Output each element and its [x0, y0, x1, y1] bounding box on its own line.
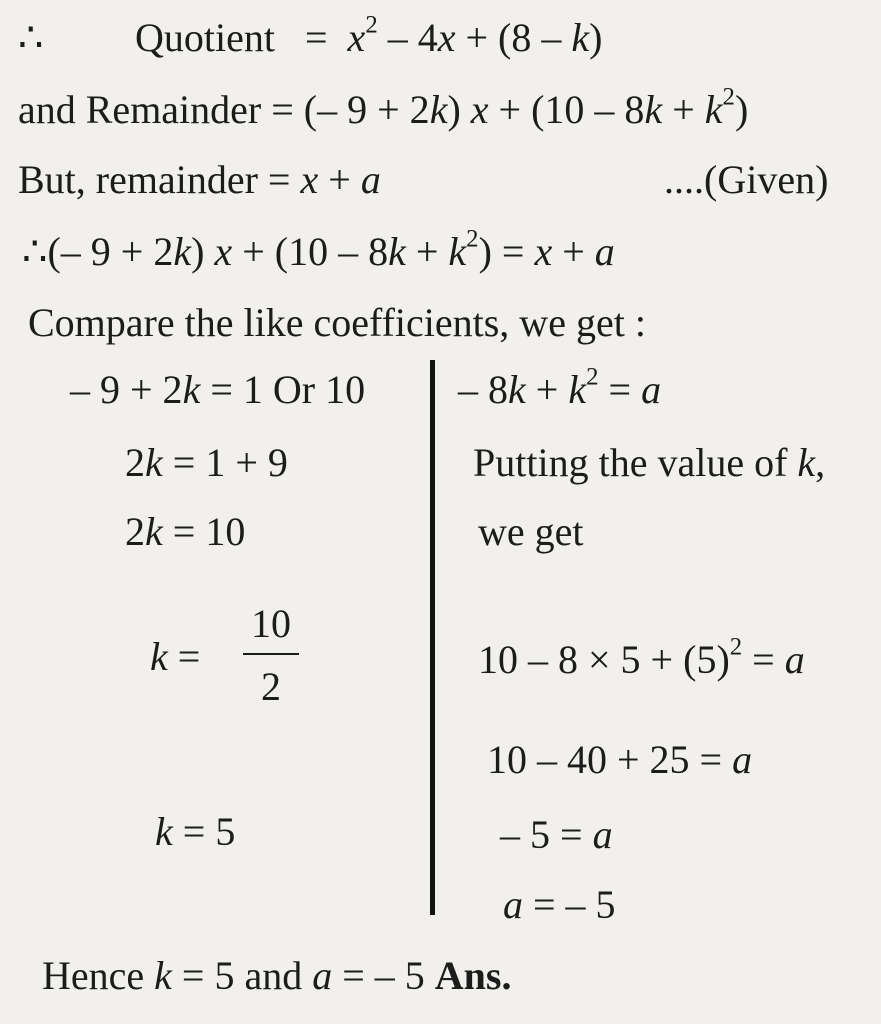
var-a: a [732, 737, 753, 782]
term: ) [191, 229, 215, 274]
conclusion-line [42, 953, 512, 998]
right-row-5 [487, 737, 753, 782]
left-row-4 [150, 634, 201, 679]
quotient-line [18, 15, 44, 60]
term: 10 – 40 + 25 = [487, 737, 733, 782]
var-k: k [173, 229, 192, 274]
exponent: 2 [722, 83, 735, 111]
var-k: k [145, 509, 163, 554]
var-k: k [154, 953, 172, 998]
quotient-label: Quotient [135, 15, 275, 60]
var-k: k [388, 229, 406, 274]
left-row-2 [125, 440, 288, 485]
term: 2 [125, 440, 145, 485]
denominator: 2 [261, 664, 281, 709]
therefore-equation [22, 225, 615, 274]
var-k: k [704, 87, 723, 132]
term: + [525, 367, 569, 412]
answer-label: Ans. [434, 953, 512, 998]
term: ) [734, 87, 749, 132]
equals-sign: = [304, 15, 328, 60]
fraction-ten-over-two [243, 600, 299, 710]
var-x: x [214, 229, 233, 274]
numerator: 10 [251, 601, 291, 646]
var-a: a [503, 882, 523, 927]
exponent: 2 [466, 225, 479, 253]
var-k: k [644, 87, 663, 132]
exponent: 2 [365, 11, 378, 39]
right-row-7 [503, 882, 616, 927]
var-k: k [155, 809, 173, 854]
var-a: a [641, 367, 662, 412]
left-row-1 [70, 367, 366, 412]
var-x: x [347, 15, 366, 60]
given-label: But, remainder = [18, 157, 301, 202]
var-k: k [429, 87, 448, 132]
term: = 5 and [171, 953, 313, 998]
var-k: k [145, 440, 163, 485]
term: = [742, 637, 785, 682]
right-row-6 [500, 812, 613, 857]
var-x: x [300, 157, 319, 202]
term: ∴(– 9 + 2 [22, 229, 174, 274]
quotient-expression [135, 11, 603, 60]
exponent: 2 [729, 633, 743, 661]
term: ) [589, 15, 603, 60]
term: + (10 – 8 [488, 87, 645, 132]
term: + [318, 157, 361, 202]
term: = 10 [162, 509, 246, 554]
term: 10 – 8 × 5 + (5) [478, 637, 730, 682]
var-k: k [571, 15, 590, 60]
left-row-3 [125, 509, 246, 554]
term: = 5 [172, 809, 236, 854]
term: ) = [478, 229, 535, 274]
right-row-3: we get [478, 509, 584, 554]
term: = [598, 367, 642, 412]
term: 2 [125, 509, 145, 554]
therefore-symbol: ∴ [18, 15, 44, 60]
column-divider [430, 360, 435, 915]
var-x: x [470, 87, 489, 132]
term: = 1 + 9 [162, 440, 288, 485]
right-row-1 [458, 363, 662, 412]
right-row-4 [478, 633, 805, 682]
var-x: x [437, 15, 456, 60]
term: + [405, 229, 449, 274]
var-x: x [534, 229, 553, 274]
term: Hence [42, 953, 155, 998]
var-a: a [592, 812, 613, 857]
exponent: 2 [586, 363, 599, 391]
var-k: k [448, 229, 467, 274]
term: , [815, 440, 826, 485]
remainder-line [18, 83, 749, 132]
term: = – 5 [332, 953, 435, 998]
fraction-bar [243, 653, 299, 655]
term: = – 5 [523, 882, 616, 927]
var-a: a [594, 229, 615, 274]
term: = 1 Or 10 [200, 367, 366, 412]
var-a: a [360, 157, 381, 202]
given-note: ....(Given) [664, 157, 829, 202]
left-row-5 [155, 809, 236, 854]
var-a: a [784, 637, 805, 682]
term: – 4 [377, 15, 438, 60]
compare-line: Compare the like coefficients, we get : [28, 300, 646, 345]
term: = [167, 634, 201, 679]
term: – 5 = [500, 812, 593, 857]
given-line [18, 157, 381, 202]
term: ) [447, 87, 471, 132]
term: + (8 – [455, 15, 572, 60]
remainder-label: and Remainder = (– 9 + 2 [18, 87, 430, 132]
var-k: k [150, 634, 168, 679]
term: Putting the value of [473, 440, 798, 485]
var-k: k [797, 440, 816, 485]
right-row-2 [473, 440, 826, 485]
var-k: k [508, 367, 526, 412]
var-a: a [312, 953, 333, 998]
var-k: k [568, 367, 587, 412]
term: – 8 [458, 367, 508, 412]
var-k: k [182, 367, 201, 412]
term: + (10 – 8 [232, 229, 389, 274]
term: + [552, 229, 595, 274]
term: – 9 + 2 [70, 367, 183, 412]
term: + [662, 87, 705, 132]
